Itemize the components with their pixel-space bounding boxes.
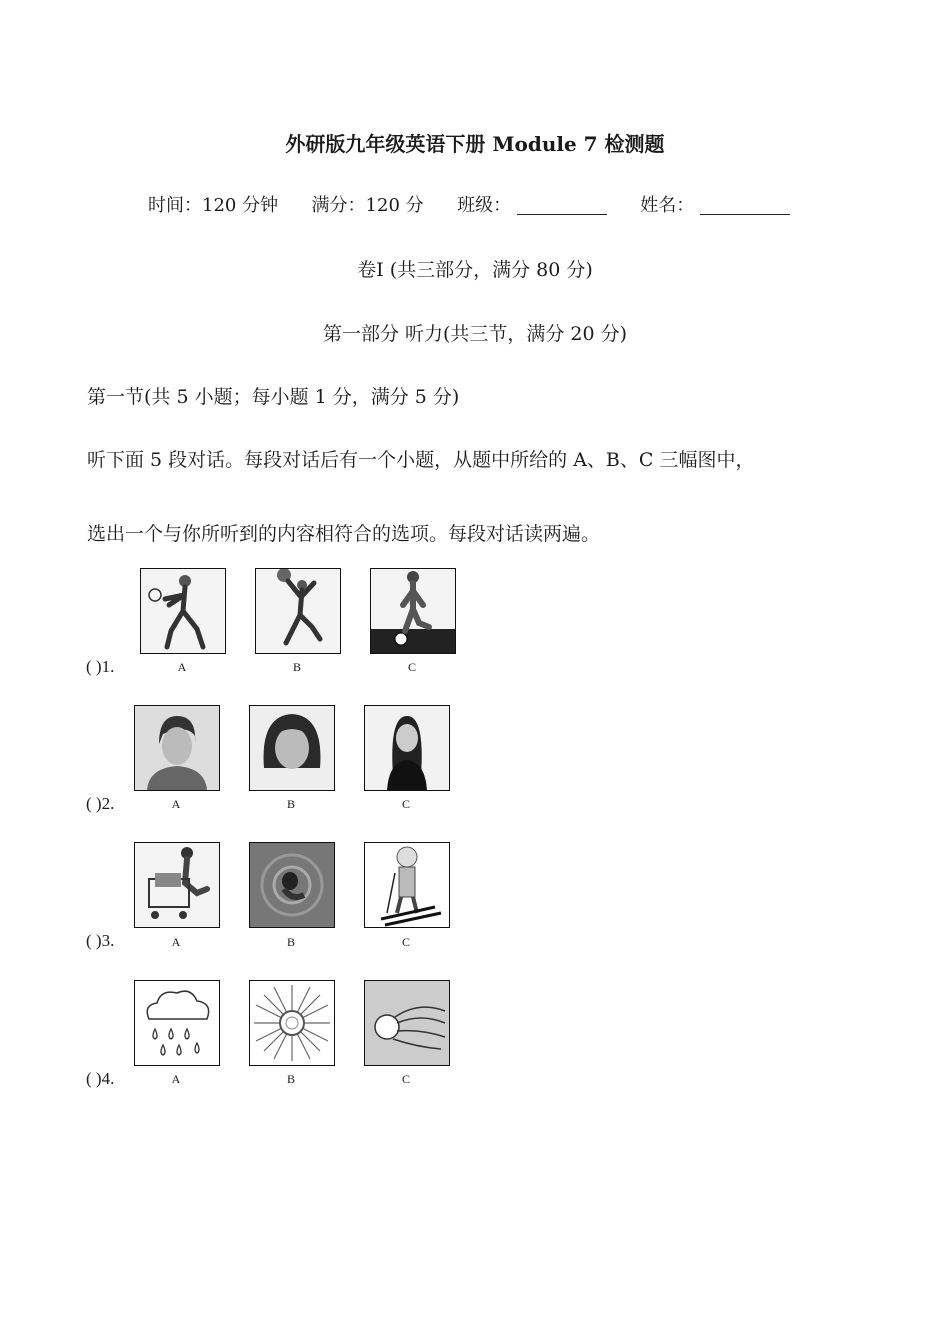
option-1-A: A	[177, 660, 187, 674]
question-1-label: ( )1.	[86, 657, 115, 676]
option-1-B: B	[292, 660, 301, 674]
rain-cloud-icon[interactable]	[134, 980, 220, 1066]
basketball-player-icon[interactable]	[255, 568, 341, 654]
page-title: 外研版九年级英语下册 Module 7 检测题	[285, 132, 665, 156]
volume-heading: 卷Ⅰ (共三部分，满分 80 分)	[357, 259, 593, 281]
exam-info	[148, 191, 790, 217]
option-4-A: A	[171, 1072, 181, 1086]
instruction-line-1: 听下面 5 段对话。每段对话后有一个小题，从题中所给的 A、B、C 三幅图中，	[87, 449, 755, 471]
soccer-player-icon[interactable]	[370, 568, 456, 654]
time-info: 时间：120 分钟	[148, 195, 279, 216]
instruction-line-2: 选出一个与你所听到的内容相符合的选项。每段对话读两遍。	[87, 523, 601, 545]
score-info: 满分：120 分	[311, 195, 424, 216]
option-2-A: A	[171, 797, 181, 811]
class-label: 班级：	[457, 195, 512, 216]
sun-icon[interactable]	[249, 980, 335, 1066]
option-3-C: C	[401, 935, 410, 949]
name-label: 姓名：	[640, 195, 695, 216]
shopping-cart-girl-icon[interactable]	[134, 842, 220, 928]
skiing-girl-icon[interactable]	[364, 842, 450, 928]
volleyball-player-icon[interactable]	[140, 568, 226, 654]
option-2-B: B	[286, 797, 295, 811]
option-2-C: C	[401, 797, 410, 811]
class-blank[interactable]	[517, 196, 607, 215]
question-2-label: ( )2.	[86, 794, 115, 813]
option-1-C: C	[407, 660, 416, 674]
swimming-girl-icon[interactable]	[249, 842, 335, 928]
question-3-label: ( )3.	[86, 931, 115, 950]
option-4-C: C	[401, 1072, 410, 1086]
option-3-A: A	[171, 935, 181, 949]
wind-icon[interactable]	[364, 980, 450, 1066]
question-4-label: ( )4.	[86, 1069, 115, 1088]
short-hair-girl-icon[interactable]	[134, 705, 220, 791]
part-heading: 第一部分 听力(共三节，满分 20 分)	[322, 323, 628, 345]
option-4-B: B	[286, 1072, 295, 1086]
section-heading: 第一节(共 5 小题；每小题 1 分，满分 5 分)	[87, 386, 460, 408]
bob-hair-girl-icon[interactable]	[249, 705, 335, 791]
option-3-B: B	[286, 935, 295, 949]
name-blank[interactable]	[700, 196, 790, 215]
long-hair-woman-icon[interactable]	[364, 705, 450, 791]
